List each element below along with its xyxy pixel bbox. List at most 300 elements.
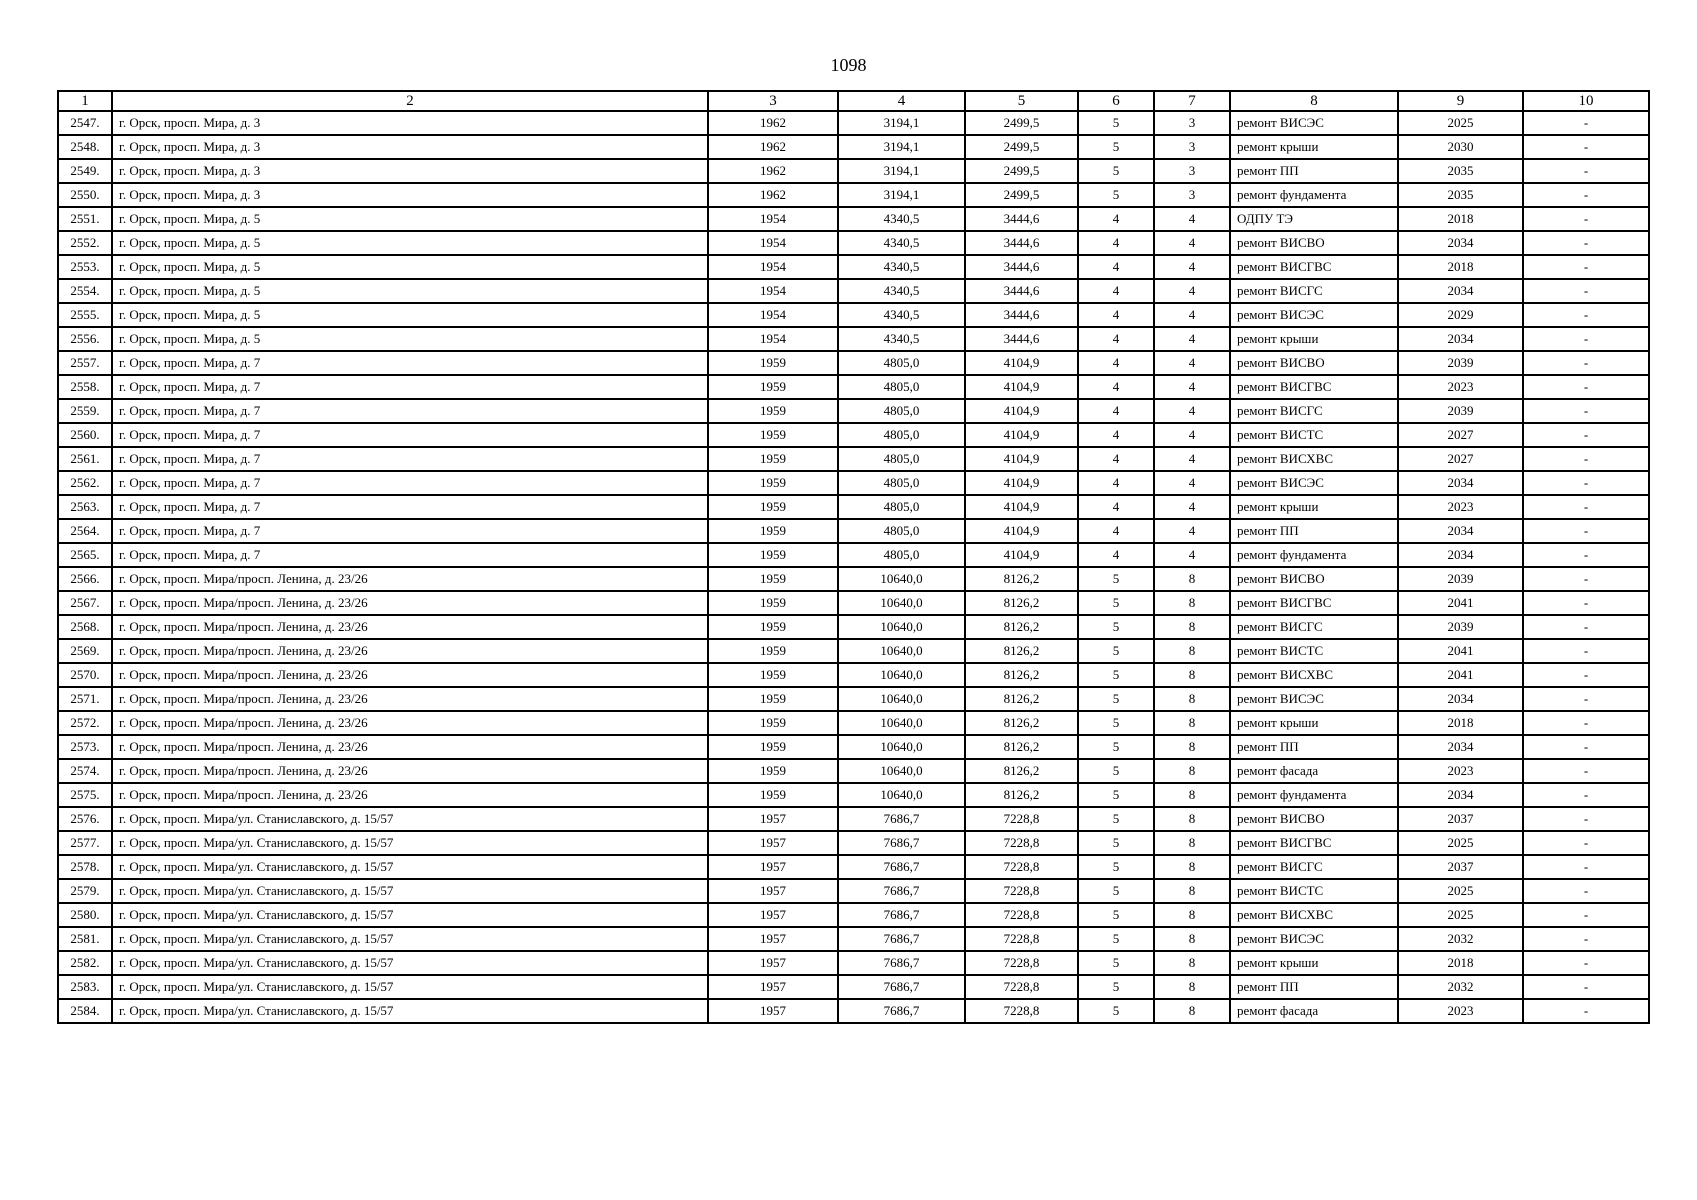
cell-entrances: 8 xyxy=(1154,687,1230,711)
cell-floors: 4 xyxy=(1078,375,1154,399)
column-header: 4 xyxy=(838,91,965,111)
cell-number: 2553. xyxy=(58,255,112,279)
cell-floors: 5 xyxy=(1078,759,1154,783)
cell-area-total: 10640,0 xyxy=(838,567,965,591)
cell-work-type: ремонт крыши xyxy=(1230,711,1398,735)
cell-area-living: 8126,2 xyxy=(965,639,1078,663)
table-row xyxy=(58,687,1649,711)
cell-floors: 4 xyxy=(1078,351,1154,375)
cell-address: г. Орск, просп. Мира, д. 7 xyxy=(112,543,708,567)
cell-work-type: ремонт ВИСЭС xyxy=(1230,303,1398,327)
cell-work-type: ремонт ВИСГС xyxy=(1230,615,1398,639)
cell-entrances: 4 xyxy=(1154,327,1230,351)
cell-address: г. Орск, просп. Мира/ул. Станиславского, д. 15/57 xyxy=(112,999,708,1023)
cell-floors: 5 xyxy=(1078,111,1154,135)
cell-area-total: 10640,0 xyxy=(838,783,965,807)
cell-year: 1957 xyxy=(708,879,838,903)
cell-number: 2561. xyxy=(58,447,112,471)
cell-note: - xyxy=(1523,423,1649,447)
cell-work-type: ремонт ВИСЭС xyxy=(1230,927,1398,951)
cell-area-living: 7228,8 xyxy=(965,975,1078,999)
cell-year-planned: 2037 xyxy=(1398,855,1523,879)
table-row xyxy=(58,423,1649,447)
cell-number: 2564. xyxy=(58,519,112,543)
cell-year: 1957 xyxy=(708,831,838,855)
cell-address: г. Орск, просп. Мира, д. 7 xyxy=(112,375,708,399)
cell-work-type: ремонт ВИСГС xyxy=(1230,399,1398,423)
cell-area-total: 10640,0 xyxy=(838,687,965,711)
cell-entrances: 8 xyxy=(1154,591,1230,615)
cell-work-type: ремонт ВИСГС xyxy=(1230,855,1398,879)
cell-work-type: ремонт крыши xyxy=(1230,495,1398,519)
table-row xyxy=(58,903,1649,927)
cell-year: 1959 xyxy=(708,519,838,543)
cell-note: - xyxy=(1523,855,1649,879)
cell-work-type: ремонт ВИСВО xyxy=(1230,567,1398,591)
cell-address: г. Орск, просп. Мира/ул. Станиславского, д. 15/57 xyxy=(112,975,708,999)
table-row xyxy=(58,183,1649,207)
cell-entrances: 3 xyxy=(1154,159,1230,183)
cell-area-total: 4805,0 xyxy=(838,519,965,543)
table-row xyxy=(58,807,1649,831)
cell-number: 2550. xyxy=(58,183,112,207)
cell-year-planned: 2027 xyxy=(1398,447,1523,471)
table-row xyxy=(58,783,1649,807)
cell-note: - xyxy=(1523,903,1649,927)
cell-note: - xyxy=(1523,783,1649,807)
cell-floors: 5 xyxy=(1078,951,1154,975)
cell-area-total: 3194,1 xyxy=(838,159,965,183)
cell-entrances: 3 xyxy=(1154,111,1230,135)
cell-entrances: 4 xyxy=(1154,471,1230,495)
cell-number: 2575. xyxy=(58,783,112,807)
cell-area-living: 2499,5 xyxy=(965,159,1078,183)
cell-year-planned: 2025 xyxy=(1398,879,1523,903)
cell-floors: 4 xyxy=(1078,447,1154,471)
cell-area-total: 7686,7 xyxy=(838,831,965,855)
cell-work-type: ремонт ВИСЭС xyxy=(1230,687,1398,711)
table-row xyxy=(58,231,1649,255)
cell-work-type: ремонт ВИСТС xyxy=(1230,639,1398,663)
cell-area-living: 8126,2 xyxy=(965,735,1078,759)
cell-area-total: 4805,0 xyxy=(838,423,965,447)
cell-work-type: ремонт фундамента xyxy=(1230,543,1398,567)
cell-year: 1959 xyxy=(708,639,838,663)
cell-number: 2549. xyxy=(58,159,112,183)
cell-area-living: 8126,2 xyxy=(965,759,1078,783)
cell-year: 1957 xyxy=(708,855,838,879)
cell-entrances: 3 xyxy=(1154,183,1230,207)
cell-floors: 5 xyxy=(1078,687,1154,711)
cell-year: 1962 xyxy=(708,135,838,159)
cell-number: 2583. xyxy=(58,975,112,999)
cell-year: 1959 xyxy=(708,399,838,423)
cell-year: 1954 xyxy=(708,255,838,279)
cell-year-planned: 2029 xyxy=(1398,303,1523,327)
cell-entrances: 8 xyxy=(1154,735,1230,759)
cell-area-total: 4340,5 xyxy=(838,207,965,231)
table-row xyxy=(58,615,1649,639)
cell-address: г. Орск, просп. Мира/ул. Станиславского, д. 15/57 xyxy=(112,855,708,879)
cell-number: 2582. xyxy=(58,951,112,975)
cell-entrances: 8 xyxy=(1154,663,1230,687)
cell-area-living: 7228,8 xyxy=(965,855,1078,879)
cell-work-type: ремонт ВИСХВС xyxy=(1230,447,1398,471)
cell-year: 1959 xyxy=(708,687,838,711)
cell-area-total: 7686,7 xyxy=(838,879,965,903)
cell-work-type: ремонт ВИСГВС xyxy=(1230,831,1398,855)
cell-area-living: 7228,8 xyxy=(965,903,1078,927)
cell-address: г. Орск, просп. Мира, д. 3 xyxy=(112,111,708,135)
cell-address: г. Орск, просп. Мира, д. 7 xyxy=(112,495,708,519)
cell-floors: 5 xyxy=(1078,903,1154,927)
cell-floors: 5 xyxy=(1078,183,1154,207)
cell-entrances: 4 xyxy=(1154,495,1230,519)
cell-work-type: ремонт ВИСВО xyxy=(1230,807,1398,831)
cell-area-living: 7228,8 xyxy=(965,927,1078,951)
cell-area-living: 8126,2 xyxy=(965,615,1078,639)
cell-entrances: 8 xyxy=(1154,975,1230,999)
cell-address: г. Орск, просп. Мира/ул. Станиславского, д. 15/57 xyxy=(112,879,708,903)
cell-entrances: 4 xyxy=(1154,447,1230,471)
cell-work-type: ремонт крыши xyxy=(1230,135,1398,159)
cell-entrances: 8 xyxy=(1154,567,1230,591)
cell-work-type: ремонт ВИСЭС xyxy=(1230,471,1398,495)
cell-work-type: ремонт крыши xyxy=(1230,327,1398,351)
cell-year: 1959 xyxy=(708,543,838,567)
page-number: 1098 xyxy=(830,55,867,75)
cell-area-living: 3444,6 xyxy=(965,207,1078,231)
cell-number: 2551. xyxy=(58,207,112,231)
table-row xyxy=(58,447,1649,471)
cell-address: г. Орск, просп. Мира, д. 7 xyxy=(112,423,708,447)
cell-year-planned: 2034 xyxy=(1398,519,1523,543)
cell-note: - xyxy=(1523,615,1649,639)
cell-entrances: 4 xyxy=(1154,207,1230,231)
cell-number: 2555. xyxy=(58,303,112,327)
cell-number: 2552. xyxy=(58,231,112,255)
cell-address: г. Орск, просп. Мира/ул. Станиславского, д. 15/57 xyxy=(112,807,708,831)
cell-floors: 4 xyxy=(1078,471,1154,495)
cell-work-type: ремонт ПП xyxy=(1230,975,1398,999)
cell-address: г. Орск, просп. Мира, д. 3 xyxy=(112,135,708,159)
cell-year: 1954 xyxy=(708,327,838,351)
cell-entrances: 8 xyxy=(1154,639,1230,663)
cell-address: г. Орск, просп. Мира, д. 5 xyxy=(112,231,708,255)
cell-year-planned: 2018 xyxy=(1398,255,1523,279)
cell-address: г. Орск, просп. Мира/просп. Ленина, д. 23/26 xyxy=(112,591,708,615)
cell-floors: 5 xyxy=(1078,879,1154,903)
cell-year: 1959 xyxy=(708,495,838,519)
cell-floors: 5 xyxy=(1078,663,1154,687)
cell-area-living: 3444,6 xyxy=(965,303,1078,327)
cell-area-total: 10640,0 xyxy=(838,759,965,783)
cell-work-type: ремонт ВИСВО xyxy=(1230,231,1398,255)
cell-floors: 5 xyxy=(1078,639,1154,663)
column-header: 5 xyxy=(965,91,1078,111)
cell-area-living: 8126,2 xyxy=(965,711,1078,735)
column-header: 3 xyxy=(708,91,838,111)
cell-entrances: 8 xyxy=(1154,711,1230,735)
cell-floors: 4 xyxy=(1078,399,1154,423)
table-row xyxy=(58,495,1649,519)
cell-area-total: 7686,7 xyxy=(838,807,965,831)
cell-area-living: 7228,8 xyxy=(965,807,1078,831)
cell-number: 2571. xyxy=(58,687,112,711)
cell-address: г. Орск, просп. Мира/ул. Станиславского, д. 15/57 xyxy=(112,951,708,975)
cell-work-type: ОДПУ ТЭ xyxy=(1230,207,1398,231)
cell-area-total: 3194,1 xyxy=(838,135,965,159)
cell-address: г. Орск, просп. Мира, д. 5 xyxy=(112,207,708,231)
cell-year-planned: 2035 xyxy=(1398,159,1523,183)
cell-entrances: 8 xyxy=(1154,903,1230,927)
cell-area-total: 7686,7 xyxy=(838,999,965,1023)
cell-work-type: ремонт ВИСХВС xyxy=(1230,903,1398,927)
cell-number: 2563. xyxy=(58,495,112,519)
cell-work-type: ремонт ПП xyxy=(1230,735,1398,759)
cell-year: 1959 xyxy=(708,711,838,735)
cell-area-living: 3444,6 xyxy=(965,231,1078,255)
table-row xyxy=(58,879,1649,903)
cell-entrances: 4 xyxy=(1154,519,1230,543)
cell-note: - xyxy=(1523,495,1649,519)
data-table-container xyxy=(57,90,1648,1024)
cell-note: - xyxy=(1523,207,1649,231)
cell-note: - xyxy=(1523,519,1649,543)
cell-area-total: 7686,7 xyxy=(838,903,965,927)
cell-address: г. Орск, просп. Мира/просп. Ленина, д. 23/26 xyxy=(112,711,708,735)
table-row xyxy=(58,951,1649,975)
cell-note: - xyxy=(1523,327,1649,351)
cell-address: г. Орск, просп. Мира, д. 5 xyxy=(112,303,708,327)
cell-note: - xyxy=(1523,927,1649,951)
cell-number: 2578. xyxy=(58,855,112,879)
cell-area-living: 4104,9 xyxy=(965,351,1078,375)
cell-number: 2554. xyxy=(58,279,112,303)
cell-note: - xyxy=(1523,879,1649,903)
table-row xyxy=(58,135,1649,159)
cell-number: 2576. xyxy=(58,807,112,831)
table-row xyxy=(58,375,1649,399)
table-row xyxy=(58,327,1649,351)
cell-area-living: 2499,5 xyxy=(965,111,1078,135)
table-row xyxy=(58,639,1649,663)
column-header: 8 xyxy=(1230,91,1398,111)
cell-entrances: 4 xyxy=(1154,303,1230,327)
column-header: 1 xyxy=(58,91,112,111)
cell-area-total: 10640,0 xyxy=(838,639,965,663)
cell-address: г. Орск, просп. Мира/просп. Ленина, д. 23/26 xyxy=(112,735,708,759)
cell-year: 1959 xyxy=(708,447,838,471)
cell-year-planned: 2041 xyxy=(1398,639,1523,663)
table-row xyxy=(58,111,1649,135)
table-row xyxy=(58,999,1649,1023)
cell-year-planned: 2032 xyxy=(1398,975,1523,999)
cell-year-planned: 2041 xyxy=(1398,591,1523,615)
cell-area-living: 2499,5 xyxy=(965,183,1078,207)
table-row xyxy=(58,759,1649,783)
cell-work-type: ремонт фундамента xyxy=(1230,183,1398,207)
cell-note: - xyxy=(1523,183,1649,207)
table-row xyxy=(58,735,1649,759)
table-row xyxy=(58,855,1649,879)
cell-address: г. Орск, просп. Мира/просп. Ленина, д. 23/26 xyxy=(112,615,708,639)
cell-work-type: ремонт фасада xyxy=(1230,759,1398,783)
table-row xyxy=(58,303,1649,327)
cell-area-total: 4805,0 xyxy=(838,399,965,423)
cell-floors: 5 xyxy=(1078,615,1154,639)
cell-address: г. Орск, просп. Мира/просп. Ленина, д. 23/26 xyxy=(112,783,708,807)
cell-note: - xyxy=(1523,663,1649,687)
cell-entrances: 4 xyxy=(1154,543,1230,567)
cell-year: 1959 xyxy=(708,735,838,759)
cell-year-planned: 2025 xyxy=(1398,831,1523,855)
cell-entrances: 4 xyxy=(1154,399,1230,423)
cell-work-type: ремонт ВИСХВС xyxy=(1230,663,1398,687)
cell-floors: 5 xyxy=(1078,831,1154,855)
cell-year-planned: 2034 xyxy=(1398,783,1523,807)
table-row xyxy=(58,711,1649,735)
cell-note: - xyxy=(1523,279,1649,303)
table-row xyxy=(58,543,1649,567)
cell-note: - xyxy=(1523,591,1649,615)
table-row xyxy=(58,279,1649,303)
cell-year-planned: 2018 xyxy=(1398,207,1523,231)
cell-entrances: 4 xyxy=(1154,279,1230,303)
cell-year: 1959 xyxy=(708,375,838,399)
data-table xyxy=(57,90,1650,1024)
cell-area-living: 4104,9 xyxy=(965,375,1078,399)
cell-year-planned: 2037 xyxy=(1398,807,1523,831)
cell-area-total: 10640,0 xyxy=(838,615,965,639)
cell-area-living: 4104,9 xyxy=(965,471,1078,495)
cell-year-planned: 2023 xyxy=(1398,495,1523,519)
cell-area-total: 4805,0 xyxy=(838,471,965,495)
table-row xyxy=(58,351,1649,375)
cell-year-planned: 2034 xyxy=(1398,279,1523,303)
cell-area-total: 4340,5 xyxy=(838,231,965,255)
cell-number: 2579. xyxy=(58,879,112,903)
cell-number: 2565. xyxy=(58,543,112,567)
cell-address: г. Орск, просп. Мира, д. 3 xyxy=(112,159,708,183)
cell-area-total: 3194,1 xyxy=(838,183,965,207)
table-row xyxy=(58,519,1649,543)
cell-area-living: 3444,6 xyxy=(965,327,1078,351)
cell-address: г. Орск, просп. Мира/просп. Ленина, д. 23/26 xyxy=(112,759,708,783)
cell-area-total: 10640,0 xyxy=(838,711,965,735)
cell-year-planned: 2035 xyxy=(1398,183,1523,207)
cell-area-total: 4340,5 xyxy=(838,303,965,327)
cell-area-total: 4340,5 xyxy=(838,255,965,279)
cell-number: 2548. xyxy=(58,135,112,159)
cell-area-total: 4340,5 xyxy=(838,327,965,351)
cell-work-type: ремонт крыши xyxy=(1230,951,1398,975)
header-row xyxy=(58,91,1649,111)
cell-area-living: 2499,5 xyxy=(965,135,1078,159)
cell-number: 2569. xyxy=(58,639,112,663)
cell-floors: 4 xyxy=(1078,303,1154,327)
cell-address: г. Орск, просп. Мира/просп. Ленина, д. 23/26 xyxy=(112,663,708,687)
cell-area-living: 8126,2 xyxy=(965,663,1078,687)
table-row xyxy=(58,591,1649,615)
cell-year: 1962 xyxy=(708,159,838,183)
cell-floors: 4 xyxy=(1078,519,1154,543)
cell-entrances: 8 xyxy=(1154,927,1230,951)
cell-entrances: 8 xyxy=(1154,879,1230,903)
cell-area-living: 4104,9 xyxy=(965,399,1078,423)
cell-entrances: 8 xyxy=(1154,615,1230,639)
cell-area-total: 3194,1 xyxy=(838,111,965,135)
cell-year-planned: 2034 xyxy=(1398,735,1523,759)
cell-year: 1959 xyxy=(708,567,838,591)
cell-area-total: 4340,5 xyxy=(838,279,965,303)
cell-number: 2581. xyxy=(58,927,112,951)
cell-year-planned: 2025 xyxy=(1398,111,1523,135)
cell-year: 1954 xyxy=(708,279,838,303)
cell-year: 1959 xyxy=(708,591,838,615)
table-row xyxy=(58,975,1649,999)
cell-entrances: 8 xyxy=(1154,855,1230,879)
cell-entrances: 8 xyxy=(1154,951,1230,975)
cell-note: - xyxy=(1523,231,1649,255)
cell-note: - xyxy=(1523,351,1649,375)
cell-note: - xyxy=(1523,687,1649,711)
table-row xyxy=(58,207,1649,231)
cell-floors: 5 xyxy=(1078,567,1154,591)
cell-note: - xyxy=(1523,399,1649,423)
cell-number: 2557. xyxy=(58,351,112,375)
cell-number: 2556. xyxy=(58,327,112,351)
cell-area-total: 4805,0 xyxy=(838,447,965,471)
cell-note: - xyxy=(1523,975,1649,999)
cell-floors: 5 xyxy=(1078,855,1154,879)
cell-year-planned: 2034 xyxy=(1398,327,1523,351)
cell-entrances: 4 xyxy=(1154,255,1230,279)
cell-note: - xyxy=(1523,999,1649,1023)
cell-note: - xyxy=(1523,471,1649,495)
cell-entrances: 8 xyxy=(1154,783,1230,807)
cell-address: г. Орск, просп. Мира/ул. Станиславского, д. 15/57 xyxy=(112,903,708,927)
column-header: 6 xyxy=(1078,91,1154,111)
table-body xyxy=(58,111,1649,1023)
cell-area-total: 7686,7 xyxy=(838,975,965,999)
cell-year: 1957 xyxy=(708,903,838,927)
cell-area-living: 8126,2 xyxy=(965,783,1078,807)
cell-floors: 4 xyxy=(1078,495,1154,519)
cell-year: 1962 xyxy=(708,183,838,207)
cell-address: г. Орск, просп. Мира/просп. Ленина, д. 23/26 xyxy=(112,639,708,663)
cell-work-type: ремонт фасада xyxy=(1230,999,1398,1023)
cell-floors: 5 xyxy=(1078,711,1154,735)
cell-year: 1957 xyxy=(708,975,838,999)
table-row xyxy=(58,255,1649,279)
cell-number: 2573. xyxy=(58,735,112,759)
column-header: 7 xyxy=(1154,91,1230,111)
cell-note: - xyxy=(1523,831,1649,855)
cell-area-total: 10640,0 xyxy=(838,663,965,687)
cell-year: 1957 xyxy=(708,807,838,831)
cell-number: 2572. xyxy=(58,711,112,735)
cell-number: 2560. xyxy=(58,423,112,447)
cell-area-total: 4805,0 xyxy=(838,543,965,567)
cell-address: г. Орск, просп. Мира, д. 5 xyxy=(112,279,708,303)
cell-year-planned: 2039 xyxy=(1398,399,1523,423)
cell-address: г. Орск, просп. Мира, д. 7 xyxy=(112,399,708,423)
cell-note: - xyxy=(1523,543,1649,567)
cell-work-type: ремонт ВИСГВС xyxy=(1230,591,1398,615)
cell-work-type: ремонт ВИСТС xyxy=(1230,423,1398,447)
column-header: 9 xyxy=(1398,91,1523,111)
